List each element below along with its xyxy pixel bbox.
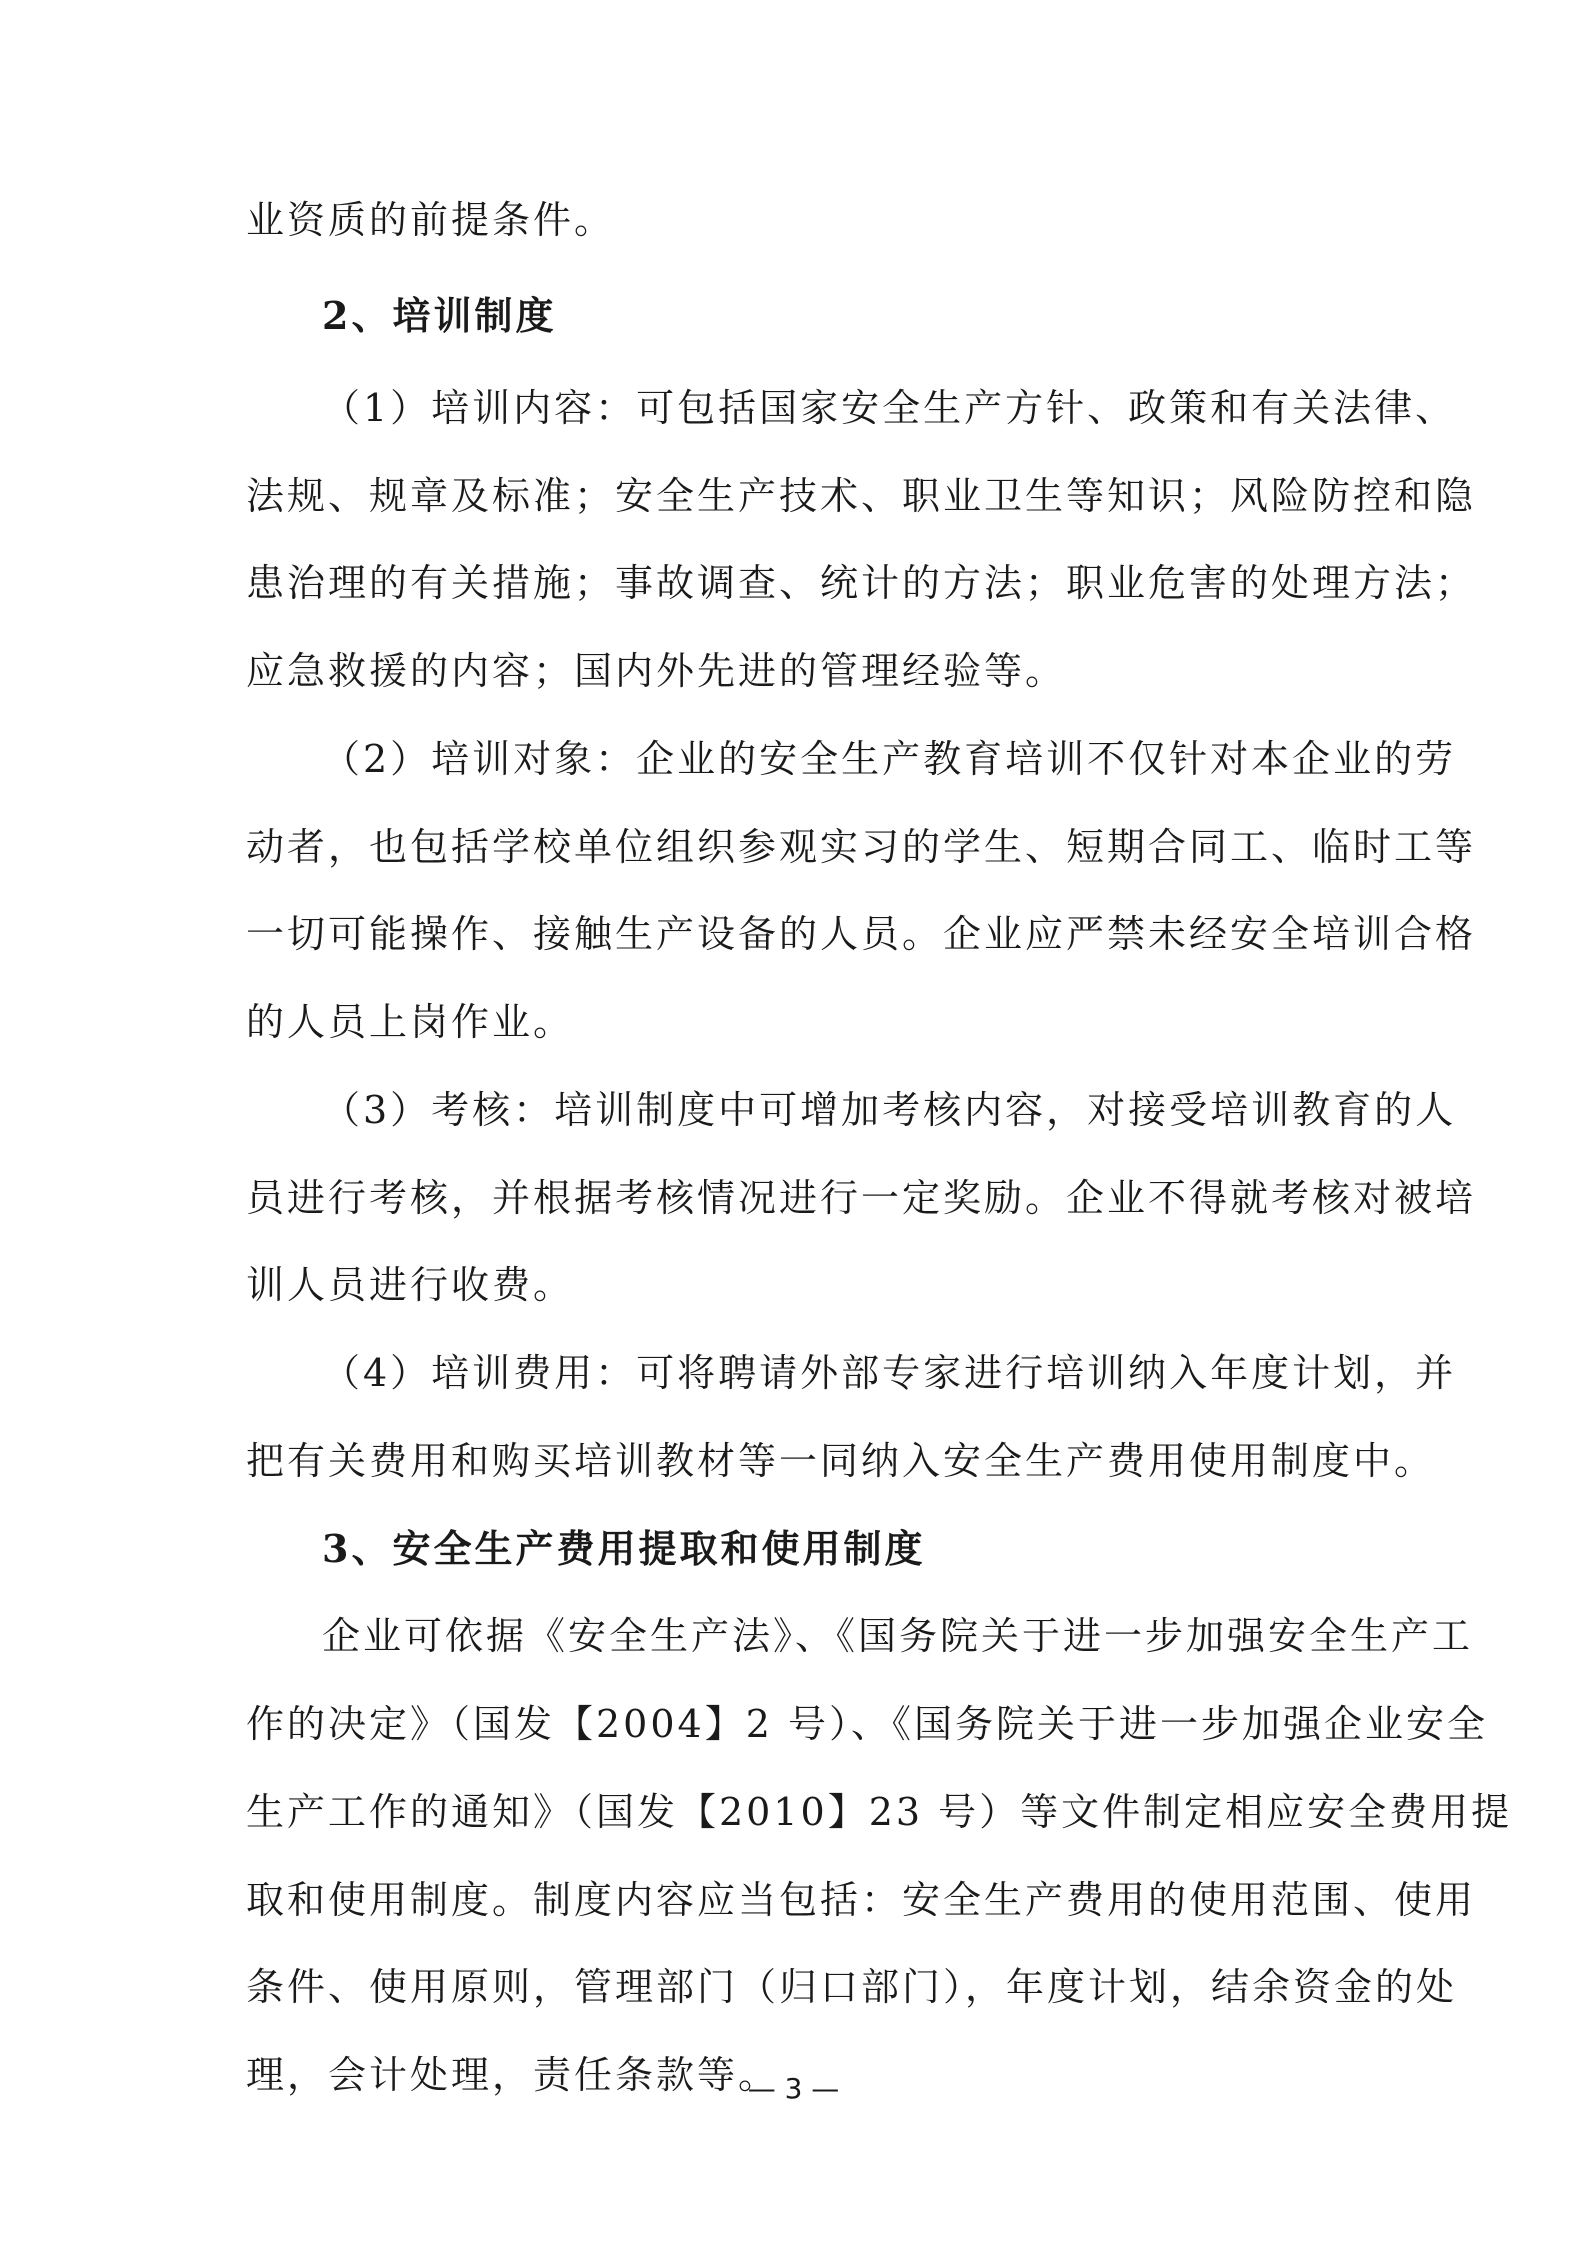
text-line: （2）培训对象：企业的安全生产教育培训不仅针对本企业的劳 <box>322 737 1457 781</box>
section-heading-safety-fund: 3、安全生产费用提取和使用制度 <box>322 1526 926 1571</box>
text-line: 的人员上岗作业。 <box>246 1000 575 1044</box>
text-line: 训人员进行收费。 <box>246 1263 575 1307</box>
page-number: — 3 — <box>747 2072 840 2105</box>
text-line: 应急救援的内容；国内外先进的管理经验等。 <box>246 649 1067 693</box>
text-line: 生产工作的通知》（国发【2010】23 号）等文件制定相应安全费用提 <box>246 1790 1513 1834</box>
text-line: 条件、使用原则，管理部门（归口部门），年度计划，结余资金的处 <box>246 1965 1458 2009</box>
text-line: 企业可依据《安全生产法》、《国务院关于进一步加强安全生产工 <box>322 1614 1474 1658</box>
text-line: 业资质的前提条件。 <box>246 198 616 242</box>
text-line: （4）培训费用：可将聘请外部专家进行培训纳入年度计划，并 <box>322 1351 1457 1395</box>
text-line: （3）考核：培训制度中可增加考核内容，对接受培训教育的人 <box>322 1088 1457 1132</box>
text-line: 作的决定》（国发【2004】2 号）、《国务院关于进一步加强企业安全 <box>246 1702 1488 1746</box>
text-line: 法规、规章及标准；安全生产技术、职业卫生等知识；风险防控和隐 <box>246 474 1477 518</box>
text-line: 一切可能操作、接触生产设备的人员。企业应严禁未经安全培训合格 <box>246 912 1477 956</box>
text-line: 把有关费用和购买培训教材等一同纳入安全生产费用使用制度中。 <box>246 1439 1436 1483</box>
text-line: 理，会计处理，责任条款等。 <box>246 2053 780 2097</box>
text-line: （1）培训内容：可包括国家安全生产方针、政策和有关法律、 <box>322 386 1457 430</box>
text-line: 取和使用制度。制度内容应当包括：安全生产费用的使用范围、使用 <box>246 1878 1477 1922</box>
text-line: 员进行考核，并根据考核情况进行一定奖励。企业不得就考核对被培 <box>246 1176 1477 1220</box>
text-line: 患治理的有关措施；事故调查、统计的方法；职业危害的处理方法； <box>246 561 1477 605</box>
section-heading-training: 2、培训制度 <box>322 293 557 338</box>
text-line: 动者，也包括学校单位组织参观实习的学生、短期合同工、临时工等 <box>246 825 1477 869</box>
